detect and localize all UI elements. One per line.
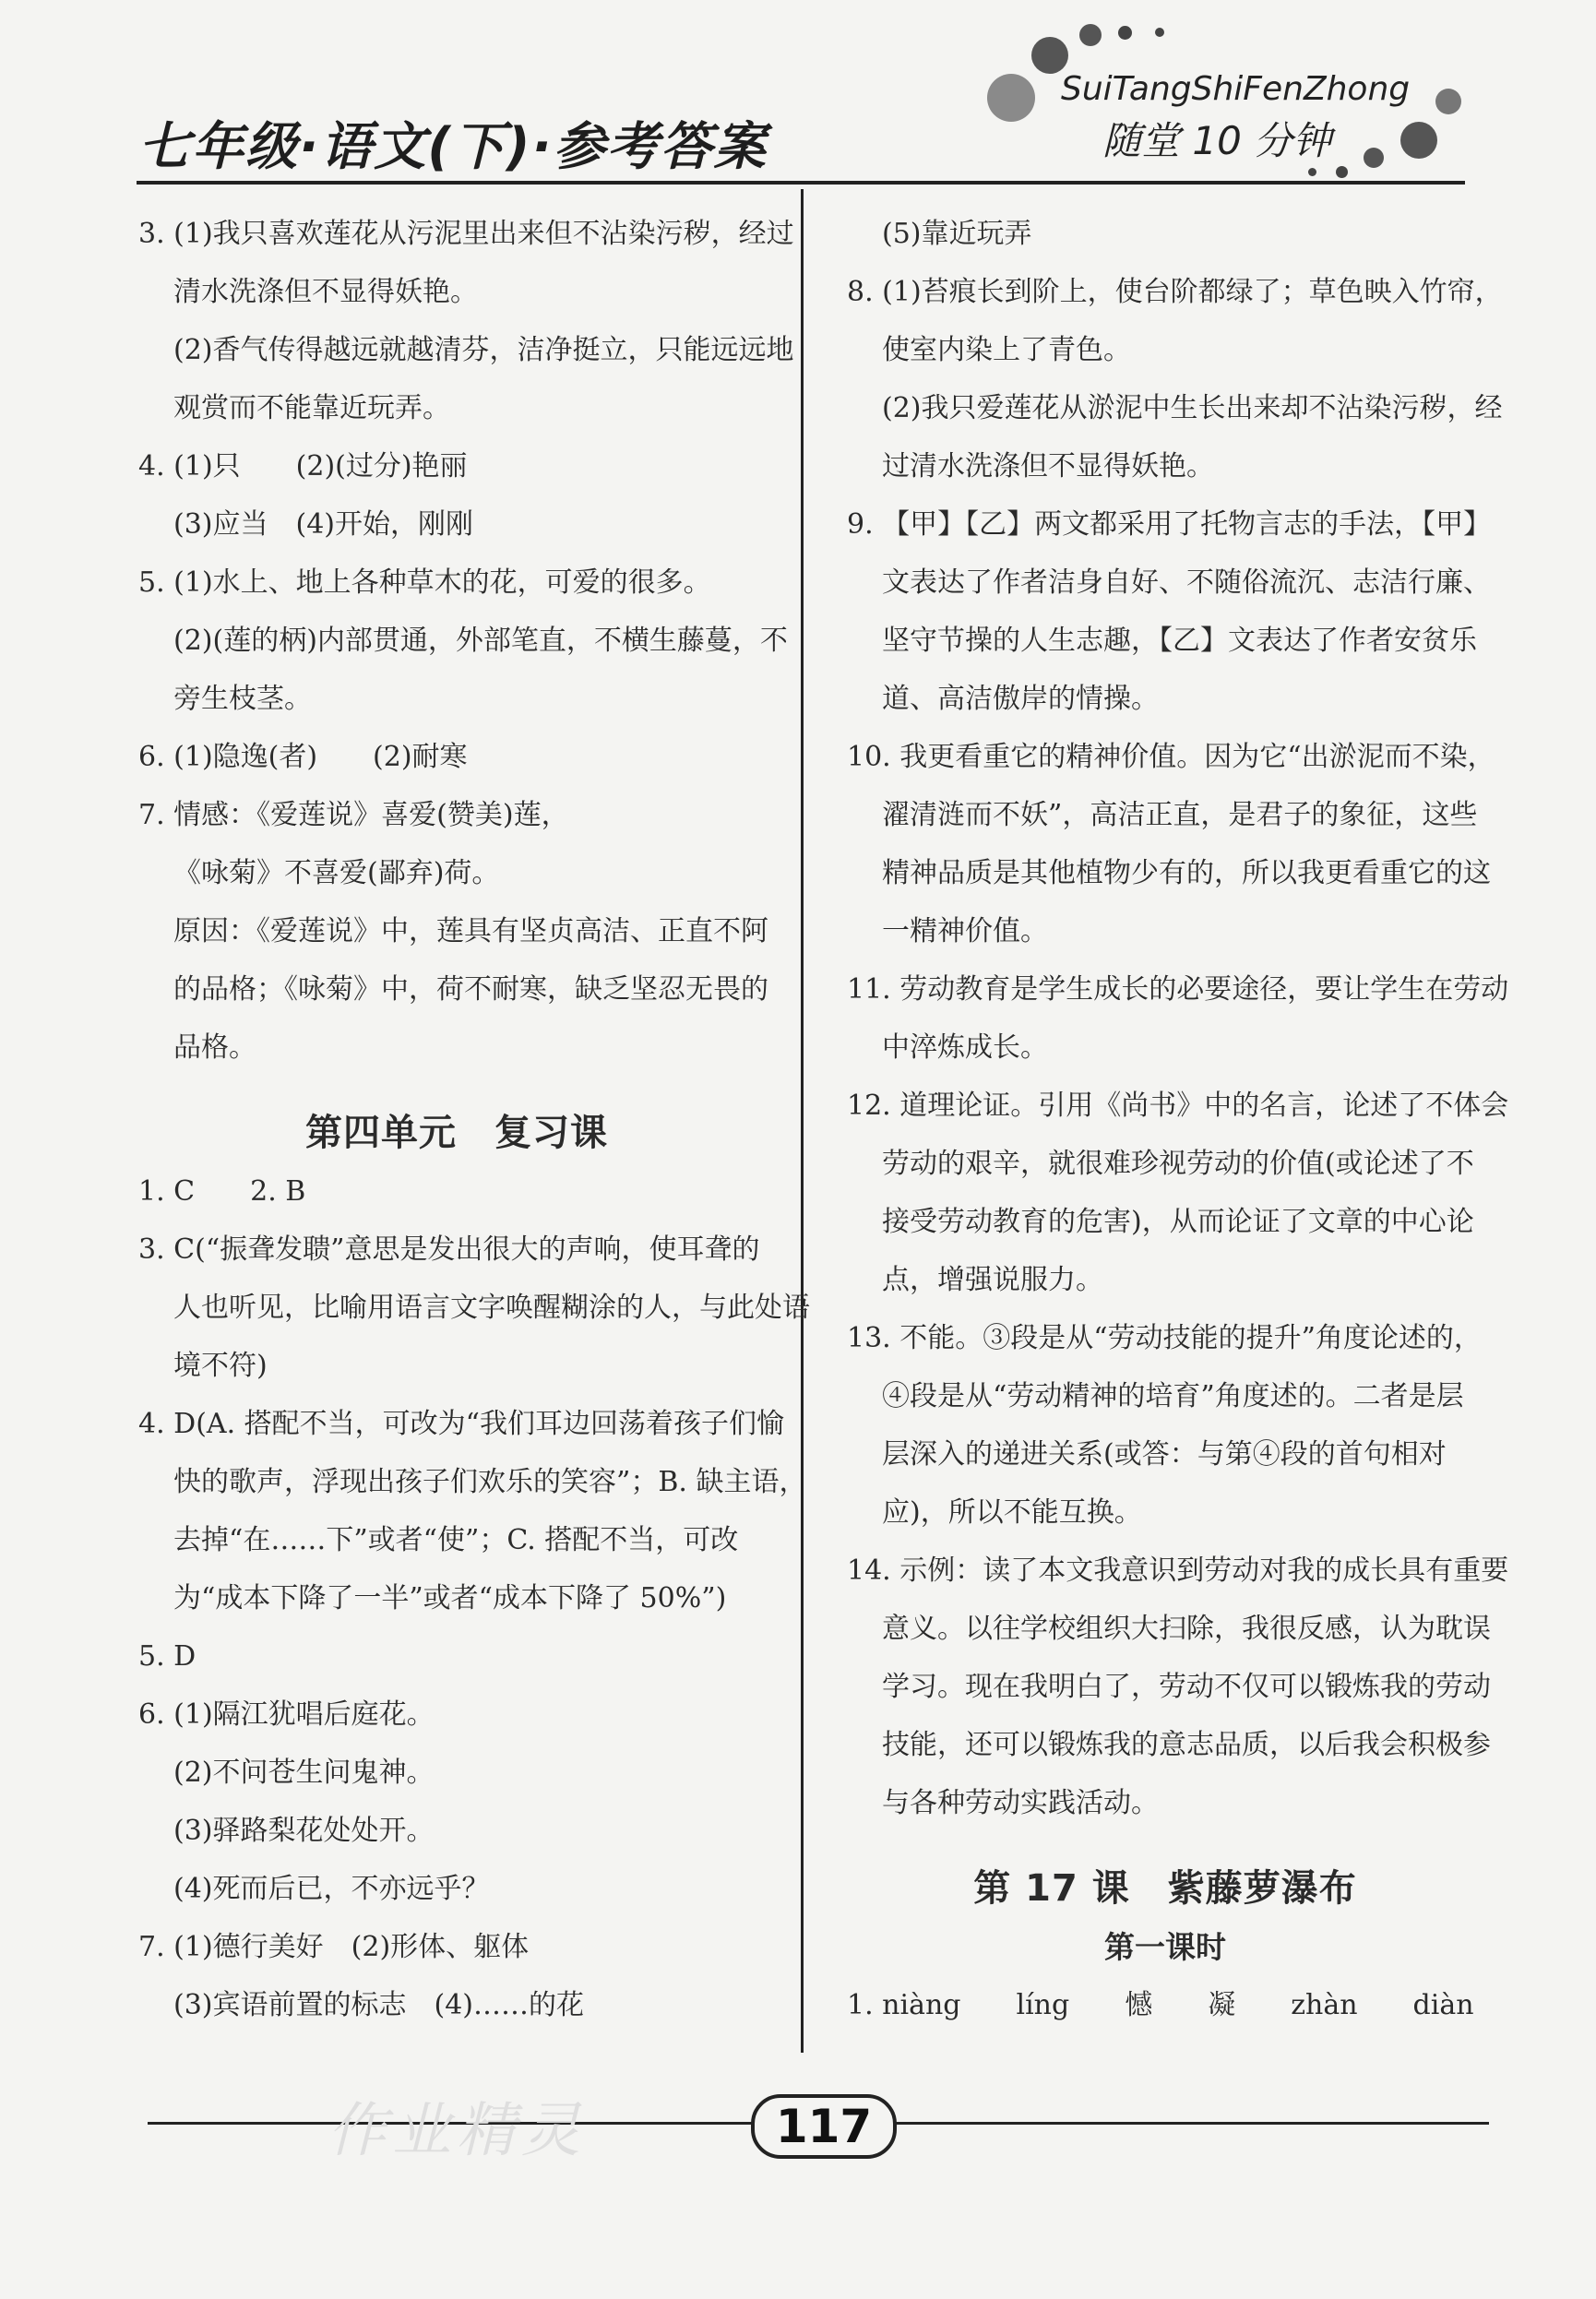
page-number: 117 bbox=[751, 2094, 897, 2159]
answer-line: 劳动的艰辛，就很难珍视劳动的价值(或论述了不 bbox=[882, 1148, 1474, 1180]
answer-line: (3)宾语前置的标志 (4)……的花 bbox=[173, 1989, 584, 2021]
answer-line: 10. 我更看重它的精神价值。因为它“出淤泥而不染， bbox=[847, 741, 1495, 773]
answer-line: 学习。现在我明白了，劳动不仅可以锻炼我的劳动 bbox=[882, 1671, 1491, 1703]
section-subheading: 第一课时 bbox=[1104, 1929, 1226, 1965]
answer-line: 层深入的递进关系(或答：与第④段的首句相对 bbox=[882, 1438, 1447, 1471]
answer-line: 清水洗涤但不显得妖艳。 bbox=[173, 276, 478, 308]
answer-line: (2)香气传得越远就越清芬，洁净挺立，只能远远地 bbox=[173, 334, 794, 366]
answer-line: 为“成本下降了一半”或者“成本下降了 50%”) bbox=[173, 1582, 727, 1614]
answer-line: (2)我只爱莲花从淤泥中生长出来却不沾染污秽，经 bbox=[882, 392, 1503, 424]
answer-line: 道、高洁傲岸的情操。 bbox=[882, 683, 1159, 715]
answer-line: 意义。以往学校组织大扫除，我很反感，认为耽误 bbox=[882, 1613, 1491, 1645]
right-answer-column bbox=[847, 205, 1509, 2034]
answer-line: 旁生枝茎。 bbox=[173, 683, 312, 715]
left-answer-column bbox=[138, 205, 810, 2034]
decorative-dot bbox=[1031, 37, 1068, 74]
answer-line: (2)不问苍生问鬼神。 bbox=[173, 1757, 435, 1789]
answer-line: 品格。 bbox=[173, 1031, 256, 1064]
answer-line: 应)，所以不能互换。 bbox=[882, 1496, 1142, 1529]
answer-line: 点，增强说服力。 bbox=[882, 1264, 1103, 1296]
answer-line: 人也听见，比喻用语言文字唤醒糊涂的人，与此处语 bbox=[173, 1292, 810, 1324]
answer-line: 濯清涟而不妖”，高洁正直，是君子的象征，这些 bbox=[882, 799, 1478, 831]
column-divider bbox=[801, 189, 804, 2053]
answer-line: 接受劳动教育的危害)，从而论证了文章的中心论 bbox=[882, 1206, 1474, 1238]
answer-line: 6. (1)隔江犹唱后庭花。 bbox=[138, 1698, 435, 1731]
header-rule bbox=[137, 181, 1465, 185]
answer-line: (2)(莲的柄)内部贯通，外部笔直，不横生藤蔓，不 bbox=[173, 625, 788, 657]
answer-line: 使室内染上了青色。 bbox=[882, 334, 1131, 366]
answer-line: 4. (1)只 (2)(过分)艳丽 bbox=[138, 450, 468, 482]
answer-line: 坚守节操的人生志趣，【乙】文表达了作者安贫乐 bbox=[882, 625, 1477, 657]
answer-line: 去掉“在……下”或者“使”；C. 搭配不当，可改 bbox=[173, 1524, 739, 1556]
answer-line: 的品格；《咏菊》中，荷不耐寒，缺乏坚忍无畏的 bbox=[173, 973, 768, 1006]
answer-line: 文表达了作者洁身自好、不随俗流沉、志洁行廉、 bbox=[882, 566, 1491, 599]
section-heading: 第四单元 复习课 bbox=[305, 1112, 608, 1154]
decorative-dot bbox=[1336, 166, 1348, 178]
decorative-dot bbox=[1308, 168, 1316, 176]
answer-line: 7. (1)德行美好 (2)形体、躯体 bbox=[138, 1931, 530, 1963]
decorative-dot bbox=[1079, 24, 1102, 46]
answer-line: 与各种劳动实践活动。 bbox=[882, 1787, 1159, 1819]
brand-name-chinese: 随堂 10 分钟 bbox=[1102, 118, 1332, 163]
decorative-dot bbox=[1364, 148, 1384, 168]
answer-line: 1. niàng líng 憾 凝 zhàn diàn bbox=[847, 1989, 1474, 2021]
answer-line: (3)驿路梨花处处开。 bbox=[173, 1815, 435, 1847]
answer-line: 5. (1)水上、地上各种草木的花，可爱的很多。 bbox=[138, 566, 711, 599]
answer-line: ④段是从“劳动精神的培育”角度述的。二者是层 bbox=[882, 1380, 1464, 1412]
answer-line: (4)死而后已，不亦远乎？ bbox=[173, 1873, 490, 1905]
answer-line: 原因：《爱莲说》中，莲具有坚贞高洁、正直不阿 bbox=[173, 915, 768, 947]
brand-name-english: SuiTangShiFenZhong bbox=[1061, 70, 1411, 108]
answer-line: 精神品质是其他植物少有的，所以我更看重它的这 bbox=[882, 857, 1491, 889]
answer-line: 3. (1)我只喜欢莲花从污泥里出来但不沾染污秽，经过 bbox=[138, 218, 794, 250]
answer-line: 12. 道理论证。引用《尚书》中的名言，论述了不体会 bbox=[847, 1090, 1509, 1122]
answer-line: 观赏而不能靠近玩弄。 bbox=[173, 392, 450, 424]
answer-line: 1. C 2. B bbox=[138, 1175, 306, 1208]
answer-line: 过清水洗涤但不显得妖艳。 bbox=[882, 450, 1214, 482]
answer-line: 一精神价值。 bbox=[882, 915, 1048, 947]
answer-line: 13. 不能。③段是从“劳动技能的提升”角度论述的， bbox=[847, 1322, 1482, 1354]
answer-line: 中淬炼成长。 bbox=[882, 1031, 1048, 1064]
answer-line: 《咏菊》不喜爱(鄙弃)荷。 bbox=[173, 857, 500, 889]
section-heading: 第 17 课 紫藤萝瀑布 bbox=[973, 1867, 1357, 1910]
decorative-dot bbox=[1155, 28, 1164, 37]
section-spacer bbox=[847, 1832, 1483, 1860]
section-spacer bbox=[138, 1077, 775, 1104]
answer-line: 6. (1)隐逸(者) (2)耐寒 bbox=[138, 741, 468, 773]
answer-line: 境不符) bbox=[173, 1350, 268, 1382]
answer-line: 技能，还可以锻炼我的意志品质，以后我会积极参 bbox=[882, 1729, 1491, 1761]
page-header-title: 七年级·语文(下)·参考答案 bbox=[138, 117, 768, 177]
decorative-dot bbox=[987, 74, 1035, 122]
watermark: 作业精灵 bbox=[328, 2097, 586, 2165]
answer-line: (5)靠近玩弄 bbox=[882, 218, 1032, 250]
footer-rule-right bbox=[884, 2122, 1489, 2125]
answer-line: 7. 情感：《爱莲说》喜爱(赞美)莲， bbox=[138, 799, 569, 831]
decorative-dot bbox=[1435, 89, 1461, 114]
answer-line: 8. (1)苔痕长到阶上，使台阶都绿了；草色映入竹帘， bbox=[847, 276, 1503, 308]
answer-line: 9. 【甲】【乙】两文都采用了托物言志的手法，【甲】 bbox=[847, 508, 1492, 541]
answer-line: 3. C(“振聋发聩”意思是发出很大的声响，使耳聋的 bbox=[138, 1233, 760, 1266]
answer-line: (3)应当 (4)开始，刚刚 bbox=[173, 508, 473, 541]
answer-line: 14. 示例：读了本文我意识到劳动对我的成长具有重要 bbox=[847, 1555, 1509, 1587]
answer-line: 快的歌声，浮现出孩子们欢乐的笑容”；B. 缺主语， bbox=[173, 1466, 807, 1498]
decorative-dot bbox=[1400, 122, 1437, 159]
decorative-dot bbox=[1118, 26, 1132, 40]
answer-line: 4. D(A. 搭配不当，可改为“我们耳边回荡着孩子们愉 bbox=[138, 1408, 784, 1440]
answer-line: 11. 劳动教育是学生成长的必要途径，要让学生在劳动 bbox=[847, 973, 1509, 1006]
answer-line: 5. D bbox=[138, 1640, 197, 1673]
